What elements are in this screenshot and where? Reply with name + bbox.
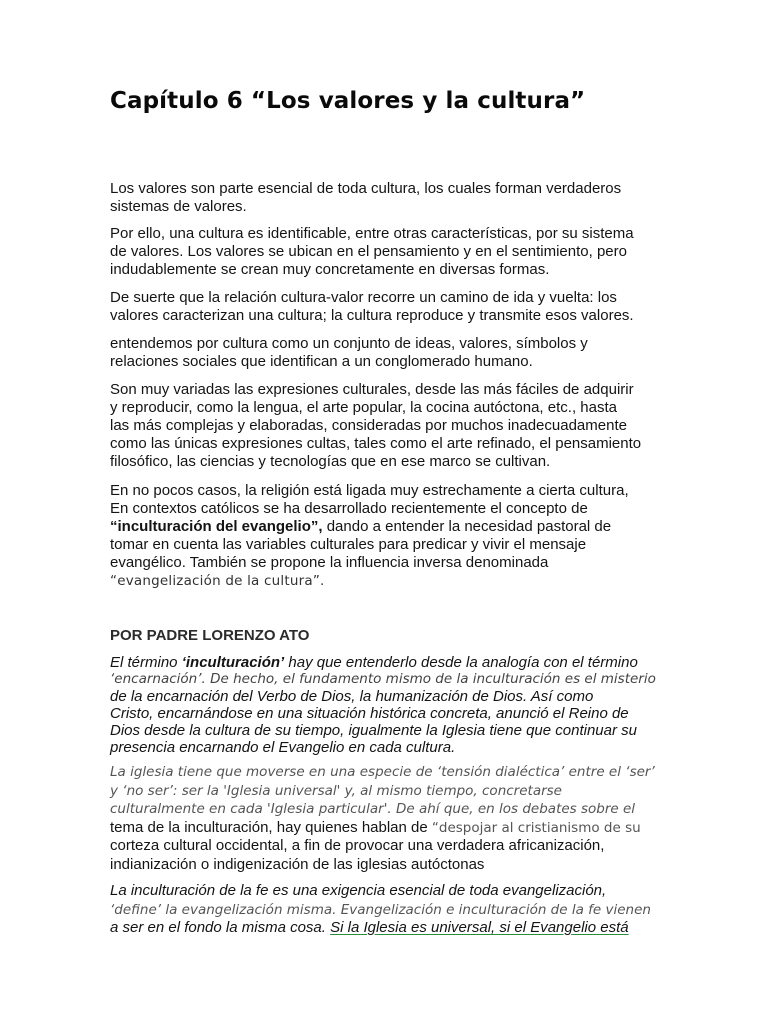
text-line: ‘encarnación’. De hecho, el fundamento mismo de la inculturación es el misterio <box>110 671 656 687</box>
text-line <box>110 819 662 838</box>
bold-term: ‘inculturación’ <box>181 654 285 671</box>
text-run: “despojar al cristianismo de su <box>431 819 641 836</box>
text-run: El término <box>110 654 182 671</box>
text-line: y ‘no ser’: ser la 'Iglesia universal' y, al mismo tiempo, concretarse <box>110 782 562 799</box>
text-line <box>110 518 662 536</box>
text-line <box>110 919 662 938</box>
text-run: a ser en el fondo la misma cosa. <box>110 919 331 936</box>
underlined-text: Si la Iglesia es universal, si el Evangelio está <box>330 919 629 936</box>
paragraph-6 <box>110 482 662 590</box>
text-run: tema de la inculturación, hay quienes hablan de <box>110 818 432 836</box>
text-line: indudablemente se crean muy concretamente en diversas formas. <box>110 261 550 278</box>
text-line: Son muy variadas las expresiones culturales, desde las más fáciles de adquirir <box>110 381 634 398</box>
text-line: como las únicas expresiones cultas, tales como el arte refinado, el pensamiento <box>110 435 642 452</box>
quote-paragraph-3 <box>110 882 662 938</box>
text-line: Dios desde la cultura de su tiempo, igualmente la Iglesia tiene que continuar su <box>110 722 637 739</box>
text-line: de la encarnación del Verbo de Dios, la humanización de Dios. Así como <box>110 688 594 705</box>
page-title: Capítulo 6 “Los valores y la cultura” <box>110 88 586 114</box>
paragraph-1 <box>110 180 662 216</box>
text-line: valores caracterizan una cultura; la cultura reproduce y transmite esos valores. <box>110 307 634 324</box>
text-run: dando a entender la necesidad pastoral de <box>322 518 612 535</box>
text-line: En contextos católicos se ha desarrollado recientemente el concepto de <box>110 500 588 517</box>
text-line: “evangelización de la cultura”. <box>110 573 325 589</box>
text-line: tomar en cuenta las variables culturales para predicar y vivir el mensaje <box>110 536 587 553</box>
text-line: presencia encarnando el Evangelio en cada cultura. <box>110 739 456 756</box>
paragraph-2 <box>110 225 662 279</box>
quote-paragraph-1 <box>110 654 662 756</box>
text-line: filosófico, las ciencias y tecnologías que en ese marco se cultivan. <box>110 453 551 470</box>
text-line: culturalmente en cada 'Iglesia particular'. De ahí que, en los debates sobre el <box>110 801 636 817</box>
text-line: Cristo, encarnándose en una situación histórica concreta, anunció el Reino de <box>110 705 629 722</box>
text-line: ‘define’ la evangelización misma. Evangelización e inculturación de la fe vienen <box>110 901 651 918</box>
author-byline: POR PADRE LORENZO ATO <box>110 627 310 644</box>
text-line: De suerte que la relación cultura-valor recorre un camino de ida y vuelta: los <box>110 289 617 306</box>
text-line: evangélico. También se propone la influencia inversa denominada <box>110 554 549 571</box>
text-line: En no pocos casos, la religión está ligada muy estrechamente a cierta cultura, <box>110 482 629 499</box>
bold-term: “inculturación del evangelio”, <box>110 518 323 535</box>
text-run: hay que entenderlo desde la analogía con el término <box>284 654 638 671</box>
paragraph-4 <box>110 335 662 371</box>
text-line: indianización o indigenización de las iglesias autóctonas <box>110 855 485 873</box>
text-line: Por ello, una cultura es identificable, entre otras características, por su sistema <box>110 225 634 242</box>
text-line: de valores. Los valores se ubican en el pensamiento y en el sentimiento, pero <box>110 243 627 260</box>
text-line: entendemos por cultura como un conjunto de ideas, valores, símbolos y <box>110 335 588 352</box>
paragraph-5 <box>110 381 662 471</box>
text-line: las más complejas y elaboradas, consideradas por muchos inadecuadamente <box>110 417 627 434</box>
quote-paragraph-2 <box>110 763 662 874</box>
text-line <box>110 654 662 671</box>
text-line: corteza cultural occidental, a fin de provocar una verdadera africanización, <box>110 837 605 854</box>
paragraph-3 <box>110 289 662 325</box>
text-line: La inculturación de la fe es una exigencia esencial de toda evangelización, <box>110 882 607 899</box>
text-line: relaciones sociales que identifican a un conglomerado humano. <box>110 353 533 370</box>
text-line: y reproducir, como la lengua, el arte popular, la cocina autóctona, etc., hasta <box>110 399 617 416</box>
text-line: sistemas de valores. <box>110 198 247 215</box>
text-line: La iglesia tiene que moverse en una especie de ‘tensión dialéctica’ entre el ‘ser’ <box>110 764 655 780</box>
text-line: Los valores son parte esencial de toda cultura, los cuales forman verdaderos <box>110 180 622 197</box>
